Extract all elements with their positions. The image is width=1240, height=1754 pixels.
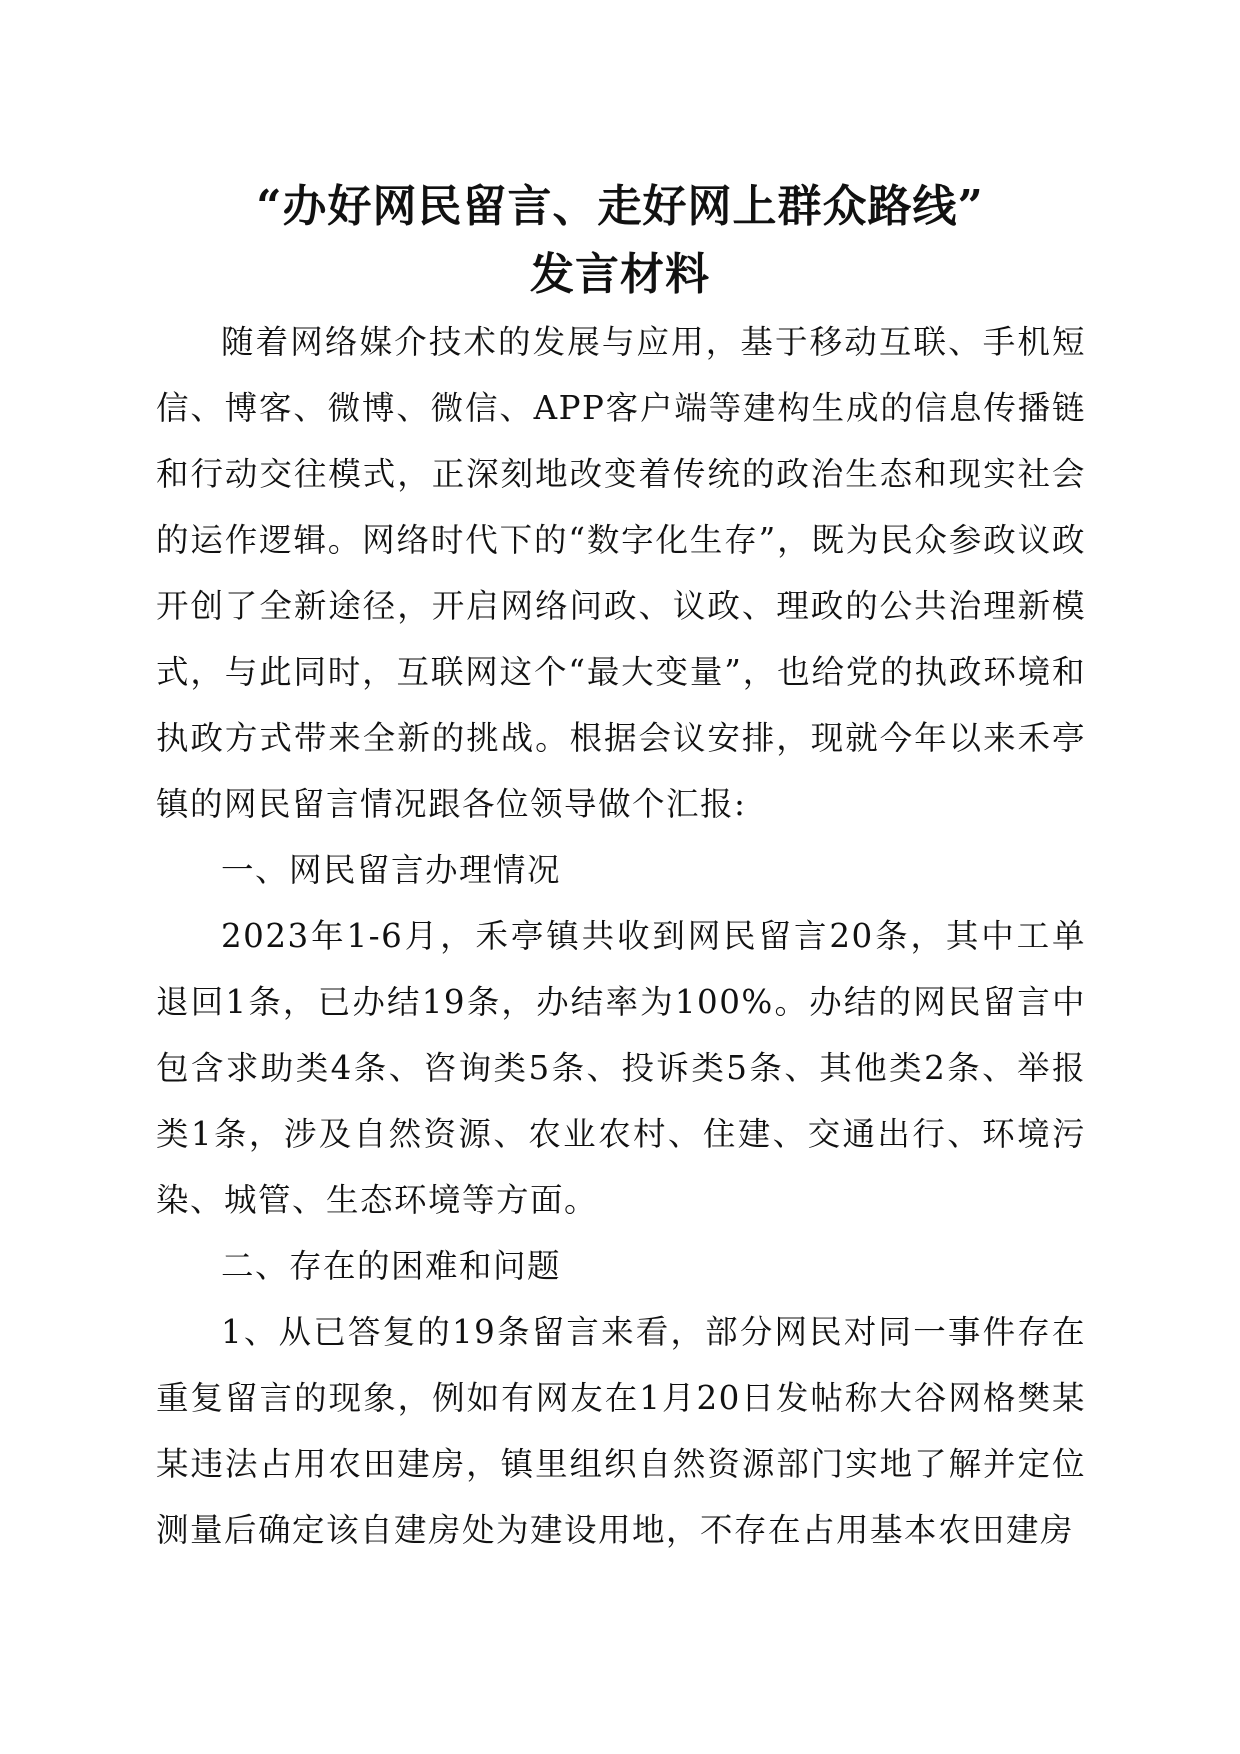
section-1-paragraph: 2023年1-6月，禾亭镇共收到网民留言20条，其中工单退回1条，已办结19条，办结率为100%。办结的网民留言中包含求助类4条、咨询类5条、投诉类5条、其他类2条、举报类1条，涉及自然资源、农业农村、住建、交通出行、环境污染、城管、生态环境等方面。 xyxy=(156,917,1086,1219)
section-heading-1: 一、网民留言办理情况 xyxy=(221,851,562,889)
section-2-paragraph: 1、从已答复的19条留言来看，部分网民对同一事件存在重复留言的现象，例如有网友在1月20日发帖称大谷网格樊某某违法占用农田建房，镇里组织自然资源部门实地了解并定位测量后确定该自建房处为建设用地，不存在占用基本农田建房 xyxy=(156,1313,1086,1549)
section-heading-2: 二、存在的困难和问题 xyxy=(221,1247,562,1285)
document-body xyxy=(156,309,1086,1563)
document-subtitle: 发言材料 xyxy=(530,249,710,300)
intro-paragraph: 随着网络媒介技术的发展与应用，基于移动互联、手机短信、博客、微博、微信、APP客户端等建构生成的信息传播链和行动交往模式，正深刻地改变着传统的政治生态和现实社会的运作逻辑。网络时代下的“数字化生存”，既为民众参政议政开创了全新途径，开启网络问政、议政、理政的公共治理新模式，与此同时，互联网这个“最大变量”，也给党的执政环境和执政方式带来全新的挑战。根据会议安排，现就今年以来禾亭镇的网民留言情况跟各位领导做个汇报: xyxy=(156,323,1086,823)
document-title: “办好网民留言、走好网上群众路线” xyxy=(256,181,984,232)
